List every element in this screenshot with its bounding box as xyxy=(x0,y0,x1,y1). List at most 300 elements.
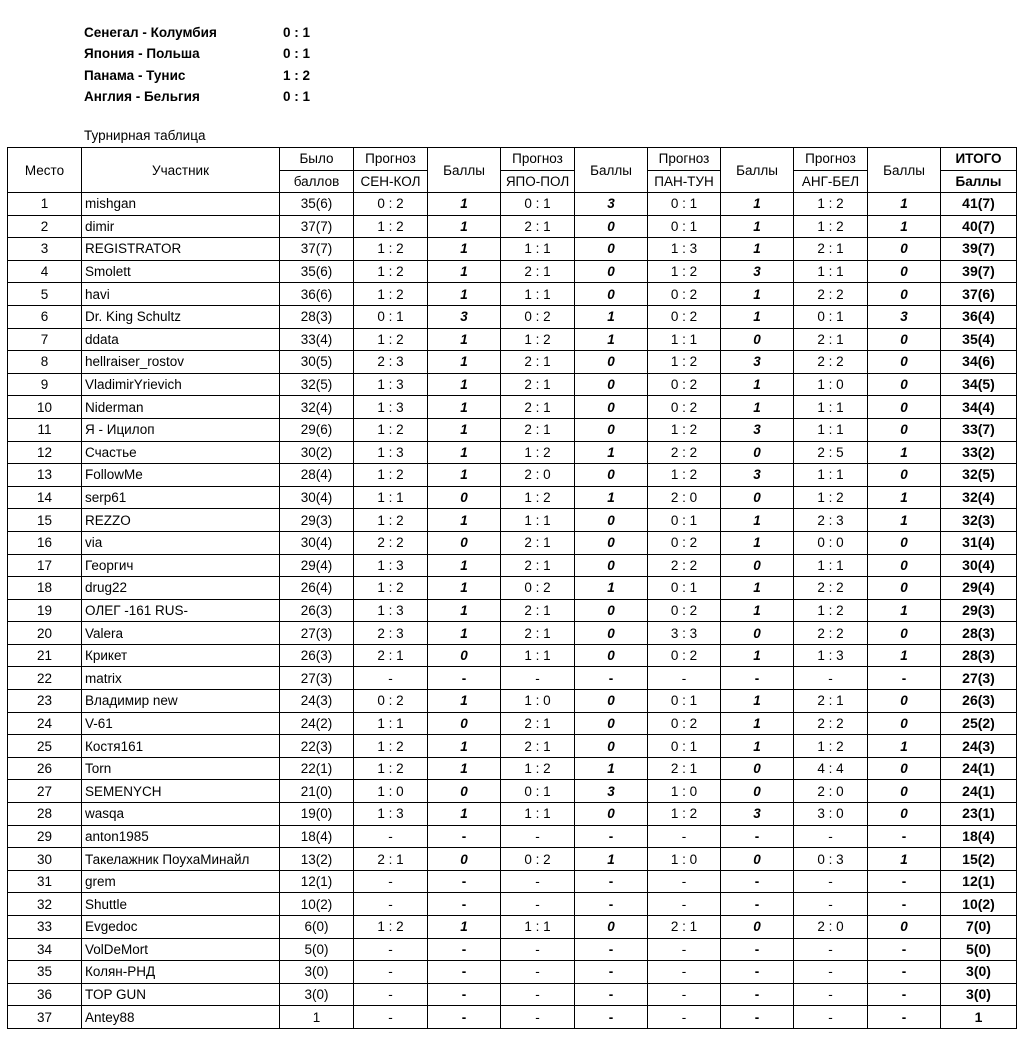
points-cell: 0 xyxy=(575,599,648,622)
points-cell: - xyxy=(721,1006,794,1029)
was-points-cell: 35(6) xyxy=(280,260,354,283)
place-cell: 36 xyxy=(8,983,82,1006)
forecast-cell: 2 : 1 xyxy=(648,916,721,939)
result-score: 1 : 2 xyxy=(283,67,311,83)
points-cell: 1 xyxy=(868,599,941,622)
points-cell: - xyxy=(721,983,794,1006)
points-cell: 0 xyxy=(575,644,648,667)
points-cell: - xyxy=(721,870,794,893)
points-cell: - xyxy=(428,893,501,916)
points-cell: 0 xyxy=(575,803,648,826)
place-cell: 37 xyxy=(8,1006,82,1029)
forecast-cell: 1 : 2 xyxy=(794,599,868,622)
points-cell: - xyxy=(575,1006,648,1029)
table-row xyxy=(8,938,1017,961)
participant-name: Antey88 xyxy=(82,1006,280,1029)
table-row xyxy=(8,531,1017,554)
points-cell: - xyxy=(428,938,501,961)
match-results xyxy=(84,22,343,107)
table-row xyxy=(8,757,1017,780)
result-score: 0 : 1 xyxy=(283,25,311,40)
participant-name: anton1985 xyxy=(82,825,280,848)
participant-name: V-61 xyxy=(82,712,280,735)
participant-name: Костя161 xyxy=(82,735,280,758)
table-row xyxy=(8,870,1017,893)
table-row xyxy=(8,486,1017,509)
points-cell: 0 xyxy=(721,622,794,645)
points-cell: 1 xyxy=(575,848,648,871)
total-cell: 29(3) xyxy=(941,599,1017,622)
table-row xyxy=(8,418,1017,441)
forecast-cell: 1 : 2 xyxy=(354,418,428,441)
table-row xyxy=(8,848,1017,871)
points-cell: 1 xyxy=(428,283,501,306)
points-cell: 1 xyxy=(721,712,794,735)
participant-name: Я - Ицилоп xyxy=(82,418,280,441)
forecast-cell: 1 : 2 xyxy=(648,260,721,283)
participant-name: grem xyxy=(82,870,280,893)
total-cell: 41(7) xyxy=(941,193,1017,216)
was-points-cell: 35(6) xyxy=(280,193,354,216)
points-cell: 1 xyxy=(428,554,501,577)
forecast-header-2: Прогноз xyxy=(501,148,575,171)
was-points-cell: 26(4) xyxy=(280,577,354,600)
table-row xyxy=(8,644,1017,667)
points-cell: 0 xyxy=(575,916,648,939)
forecast-cell: 0 : 2 xyxy=(648,599,721,622)
place-cell: 26 xyxy=(8,757,82,780)
forecast-cell: 2 : 1 xyxy=(794,328,868,351)
forecast-cell: 1 : 2 xyxy=(501,486,575,509)
forecast-cell: - xyxy=(794,983,868,1006)
points-cell: 1 xyxy=(428,373,501,396)
was-points-cell: 5(0) xyxy=(280,938,354,961)
points-cell: - xyxy=(868,961,941,984)
forecast-cell: 1 : 1 xyxy=(501,916,575,939)
forecast-cell: 2 : 0 xyxy=(794,780,868,803)
points-cell: 0 xyxy=(868,418,941,441)
table-row xyxy=(8,1006,1017,1029)
participant-name: dimir xyxy=(82,215,280,238)
place-cell: 2 xyxy=(8,215,82,238)
place-cell: 12 xyxy=(8,441,82,464)
total-cell: 32(4) xyxy=(941,486,1017,509)
points-cell: - xyxy=(575,870,648,893)
match-header-3: ПАН-ТУН xyxy=(648,170,721,193)
forecast-cell: 1 : 2 xyxy=(354,215,428,238)
forecast-cell: 1 : 3 xyxy=(648,238,721,261)
points-cell: 0 xyxy=(575,531,648,554)
total-cell: 32(3) xyxy=(941,509,1017,532)
forecast-cell: 2 : 1 xyxy=(501,599,575,622)
forecast-cell: 1 : 2 xyxy=(794,735,868,758)
total-cell: 5(0) xyxy=(941,938,1017,961)
points-cell: 0 xyxy=(575,464,648,487)
place-cell: 22 xyxy=(8,667,82,690)
forecast-cell: - xyxy=(354,870,428,893)
forecast-cell: - xyxy=(501,870,575,893)
points-cell: 3 xyxy=(428,305,501,328)
was-points-cell: 28(4) xyxy=(280,464,354,487)
total-cell: 23(1) xyxy=(941,803,1017,826)
place-cell: 23 xyxy=(8,690,82,713)
points-cell: 1 xyxy=(428,260,501,283)
points-cell: 0 xyxy=(868,351,941,374)
forecast-cell: - xyxy=(648,961,721,984)
points-cell: 0 xyxy=(868,622,941,645)
was-points-cell: 29(3) xyxy=(280,509,354,532)
place-cell: 15 xyxy=(8,509,82,532)
points-cell: - xyxy=(868,983,941,1006)
was-points-cell: 27(3) xyxy=(280,622,354,645)
table-row xyxy=(8,916,1017,939)
points-cell: - xyxy=(428,983,501,1006)
total-cell: 24(1) xyxy=(941,780,1017,803)
forecast-cell: - xyxy=(501,825,575,848)
forecast-cell: 2 : 1 xyxy=(501,215,575,238)
forecast-cell: 2 : 1 xyxy=(794,238,868,261)
forecast-cell: - xyxy=(501,961,575,984)
forecast-cell: 1 : 2 xyxy=(648,351,721,374)
forecast-cell: 1 : 2 xyxy=(794,215,868,238)
forecast-cell: 0 : 1 xyxy=(648,193,721,216)
forecast-cell: 2 : 2 xyxy=(794,283,868,306)
total-cell: 39(7) xyxy=(941,260,1017,283)
points-cell: 1 xyxy=(721,193,794,216)
result-row xyxy=(84,86,343,107)
forecast-cell: - xyxy=(794,893,868,916)
points-cell: - xyxy=(868,1006,941,1029)
participant-name: Shuttle xyxy=(82,893,280,916)
table-row xyxy=(8,803,1017,826)
points-cell: 1 xyxy=(428,441,501,464)
forecast-cell: 1 : 2 xyxy=(648,418,721,441)
points-cell: 0 xyxy=(575,373,648,396)
forecast-cell: 1 : 1 xyxy=(501,644,575,667)
forecast-cell: - xyxy=(354,667,428,690)
was-points-cell: 27(3) xyxy=(280,667,354,690)
points-cell: 1 xyxy=(428,757,501,780)
table-row xyxy=(8,735,1017,758)
forecast-cell: 1 : 2 xyxy=(501,328,575,351)
points-cell: 0 xyxy=(575,351,648,374)
forecast-header-4: Прогноз xyxy=(794,148,868,171)
total-cell: 24(1) xyxy=(941,757,1017,780)
points-cell: 0 xyxy=(575,283,648,306)
points-cell: - xyxy=(721,893,794,916)
forecast-cell: - xyxy=(354,983,428,1006)
points-cell: 1 xyxy=(428,238,501,261)
match-header-2: ЯПО-ПОЛ xyxy=(501,170,575,193)
forecast-cell: 1 : 2 xyxy=(354,757,428,780)
was-points-cell: 13(2) xyxy=(280,848,354,871)
was-points-cell: 3(0) xyxy=(280,983,354,1006)
points-cell: 1 xyxy=(428,690,501,713)
points-cell: - xyxy=(575,825,648,848)
points-cell: 0 xyxy=(721,554,794,577)
participant-name: REZZO xyxy=(82,509,280,532)
points-cell: 1 xyxy=(428,351,501,374)
forecast-cell: 2 : 1 xyxy=(794,690,868,713)
points-cell: 0 xyxy=(721,757,794,780)
place-cell: 34 xyxy=(8,938,82,961)
place-header: Место xyxy=(8,148,82,193)
place-cell: 3 xyxy=(8,238,82,261)
points-cell: - xyxy=(868,667,941,690)
points-cell: - xyxy=(575,961,648,984)
total-cell: 10(2) xyxy=(941,893,1017,916)
points-cell: 0 xyxy=(868,531,941,554)
total-cell: 3(0) xyxy=(941,983,1017,1006)
was-points-cell: 21(0) xyxy=(280,780,354,803)
participant-name: SEMENYCH xyxy=(82,780,280,803)
total-cell: 34(6) xyxy=(941,351,1017,374)
points-cell: 1 xyxy=(721,305,794,328)
total-cell: 29(4) xyxy=(941,577,1017,600)
result-row xyxy=(84,65,343,86)
points-cell: 1 xyxy=(868,644,941,667)
forecast-cell: - xyxy=(354,938,428,961)
points-cell: 1 xyxy=(868,486,941,509)
points-cell: 0 xyxy=(428,848,501,871)
forecast-header-3: Прогноз xyxy=(648,148,721,171)
participant-name: Niderman xyxy=(82,396,280,419)
total-cell: 35(4) xyxy=(941,328,1017,351)
points-cell: 1 xyxy=(868,848,941,871)
was-points-cell: 36(6) xyxy=(280,283,354,306)
participant-name: VolDeMort xyxy=(82,938,280,961)
place-cell: 29 xyxy=(8,825,82,848)
forecast-cell: 2 : 1 xyxy=(501,531,575,554)
points-cell: 0 xyxy=(428,486,501,509)
match-header-1: СЕН-КОЛ xyxy=(354,170,428,193)
forecast-cell: 1 : 2 xyxy=(794,486,868,509)
total-cell: 30(4) xyxy=(941,554,1017,577)
was-points-cell: 1 xyxy=(280,1006,354,1029)
place-cell: 17 xyxy=(8,554,82,577)
forecast-cell: 1 : 2 xyxy=(501,757,575,780)
table-row xyxy=(8,554,1017,577)
points-cell: 0 xyxy=(575,712,648,735)
forecast-cell: - xyxy=(648,825,721,848)
forecast-cell: 1 : 0 xyxy=(648,848,721,871)
forecast-cell: 1 : 2 xyxy=(354,464,428,487)
participant-name: via xyxy=(82,531,280,554)
participant-name: Крикет xyxy=(82,644,280,667)
was-points-cell: 26(3) xyxy=(280,599,354,622)
points-cell: 1 xyxy=(428,916,501,939)
forecast-cell: 0 : 2 xyxy=(648,644,721,667)
total-cell: 3(0) xyxy=(941,961,1017,984)
forecast-cell: 2 : 1 xyxy=(501,396,575,419)
total-header-line1: ИТОГО xyxy=(941,148,1017,171)
points-cell: - xyxy=(868,825,941,848)
forecast-cell: 2 : 0 xyxy=(501,464,575,487)
points-cell: 1 xyxy=(721,373,794,396)
total-cell: 34(4) xyxy=(941,396,1017,419)
points-cell: 0 xyxy=(575,509,648,532)
table-row xyxy=(8,825,1017,848)
points-cell: 1 xyxy=(868,509,941,532)
table-row xyxy=(8,441,1017,464)
points-cell: 1 xyxy=(428,622,501,645)
table-row xyxy=(8,690,1017,713)
points-cell: 1 xyxy=(428,418,501,441)
points-cell: 1 xyxy=(428,599,501,622)
was-points-cell: 12(1) xyxy=(280,870,354,893)
forecast-cell: 0 : 1 xyxy=(648,215,721,238)
forecast-cell: 1 : 1 xyxy=(501,238,575,261)
total-cell: 33(7) xyxy=(941,418,1017,441)
participant-name: Георгич xyxy=(82,554,280,577)
forecast-cell: - xyxy=(501,1006,575,1029)
forecast-cell: 2 : 1 xyxy=(354,644,428,667)
forecast-cell: 2 : 3 xyxy=(354,351,428,374)
table-row xyxy=(8,983,1017,1006)
participant-name: Valera xyxy=(82,622,280,645)
table-row xyxy=(8,260,1017,283)
points-cell: 1 xyxy=(428,735,501,758)
forecast-cell: 0 : 1 xyxy=(648,577,721,600)
forecast-cell: 1 : 1 xyxy=(648,328,721,351)
table-row xyxy=(8,893,1017,916)
points-cell: 0 xyxy=(575,260,648,283)
was-points-cell: 18(4) xyxy=(280,825,354,848)
forecast-cell: 0 : 2 xyxy=(354,690,428,713)
place-cell: 25 xyxy=(8,735,82,758)
participant-name: REGISTRATOR xyxy=(82,238,280,261)
place-cell: 24 xyxy=(8,712,82,735)
standings-table xyxy=(7,147,1017,1029)
forecast-cell: 1 : 2 xyxy=(648,803,721,826)
forecast-cell: 0 : 1 xyxy=(501,193,575,216)
forecast-cell: 1 : 2 xyxy=(648,464,721,487)
points-cell: 1 xyxy=(428,803,501,826)
was-points-cell: 30(5) xyxy=(280,351,354,374)
forecast-cell: 1 : 1 xyxy=(794,554,868,577)
forecast-cell: 2 : 1 xyxy=(501,735,575,758)
was-points-cell: 10(2) xyxy=(280,893,354,916)
place-cell: 16 xyxy=(8,531,82,554)
participant-name: drug22 xyxy=(82,577,280,600)
participant-name: Счастье xyxy=(82,441,280,464)
place-cell: 20 xyxy=(8,622,82,645)
place-cell: 9 xyxy=(8,373,82,396)
total-cell: 7(0) xyxy=(941,916,1017,939)
total-cell: 26(3) xyxy=(941,690,1017,713)
forecast-cell: 0 : 2 xyxy=(648,396,721,419)
forecast-cell: 1 : 1 xyxy=(354,486,428,509)
place-cell: 5 xyxy=(8,283,82,306)
place-cell: 28 xyxy=(8,803,82,826)
points-cell: 1 xyxy=(721,531,794,554)
forecast-cell: 0 : 2 xyxy=(648,531,721,554)
points-cell: 1 xyxy=(721,509,794,532)
forecast-cell: 1 : 1 xyxy=(794,396,868,419)
points-cell: - xyxy=(721,825,794,848)
points-cell: 1 xyxy=(428,215,501,238)
participant-name: serp61 xyxy=(82,486,280,509)
participant-name: Dr. King Schultz xyxy=(82,305,280,328)
forecast-cell: - xyxy=(501,983,575,1006)
forecast-cell: 2 : 2 xyxy=(648,441,721,464)
points-cell: 0 xyxy=(868,396,941,419)
points-cell: 0 xyxy=(428,531,501,554)
table-row xyxy=(8,961,1017,984)
points-cell: 1 xyxy=(428,193,501,216)
forecast-cell: 1 : 1 xyxy=(794,260,868,283)
forecast-cell: 2 : 3 xyxy=(794,509,868,532)
forecast-cell: - xyxy=(794,667,868,690)
forecast-cell: 0 : 2 xyxy=(501,577,575,600)
was-points-cell: 3(0) xyxy=(280,961,354,984)
points-cell: 0 xyxy=(575,396,648,419)
place-cell: 13 xyxy=(8,464,82,487)
forecast-cell: 2 : 0 xyxy=(794,916,868,939)
forecast-cell: - xyxy=(648,983,721,1006)
was-header-line2: баллов xyxy=(280,170,354,193)
was-points-cell: 22(1) xyxy=(280,757,354,780)
points-cell: 0 xyxy=(721,916,794,939)
place-cell: 11 xyxy=(8,418,82,441)
points-cell: 3 xyxy=(868,305,941,328)
place-cell: 19 xyxy=(8,599,82,622)
forecast-cell: 0 : 2 xyxy=(354,193,428,216)
participant-name: matrix xyxy=(82,667,280,690)
points-cell: 3 xyxy=(721,351,794,374)
table-row xyxy=(8,283,1017,306)
forecast-cell: - xyxy=(501,893,575,916)
points-cell: 0 xyxy=(868,260,941,283)
points-cell: 1 xyxy=(721,690,794,713)
total-cell: 12(1) xyxy=(941,870,1017,893)
points-cell: 0 xyxy=(721,848,794,871)
forecast-cell: 0 : 2 xyxy=(648,305,721,328)
total-cell: 32(5) xyxy=(941,464,1017,487)
forecast-cell: 2 : 1 xyxy=(501,260,575,283)
table-row xyxy=(8,464,1017,487)
points-cell: 0 xyxy=(868,577,941,600)
points-cell: 1 xyxy=(721,283,794,306)
forecast-cell: 1 : 1 xyxy=(794,464,868,487)
forecast-cell: - xyxy=(648,1006,721,1029)
forecast-cell: 1 : 3 xyxy=(354,554,428,577)
forecast-cell: - xyxy=(648,667,721,690)
result-match: Япония - Польша xyxy=(84,46,200,62)
result-row xyxy=(84,43,343,64)
participant-name: ОЛЕГ -161 RUS- xyxy=(82,599,280,622)
total-cell: 15(2) xyxy=(941,848,1017,871)
was-points-cell: 37(7) xyxy=(280,215,354,238)
total-cell: 25(2) xyxy=(941,712,1017,735)
participant-name: TOP GUN xyxy=(82,983,280,1006)
was-points-cell: 30(4) xyxy=(280,486,354,509)
forecast-cell: 1 : 0 xyxy=(501,690,575,713)
points-cell: 0 xyxy=(868,238,941,261)
points-cell: - xyxy=(868,938,941,961)
forecast-cell: - xyxy=(501,667,575,690)
points-cell: 1 xyxy=(428,509,501,532)
total-cell: 36(4) xyxy=(941,305,1017,328)
forecast-cell: 2 : 2 xyxy=(794,712,868,735)
total-cell: 18(4) xyxy=(941,825,1017,848)
points-header-1: Баллы xyxy=(428,148,501,193)
forecast-cell: 2 : 2 xyxy=(648,554,721,577)
table-row xyxy=(8,396,1017,419)
table-row xyxy=(8,509,1017,532)
participant-name: havi xyxy=(82,283,280,306)
points-cell: 1 xyxy=(575,305,648,328)
